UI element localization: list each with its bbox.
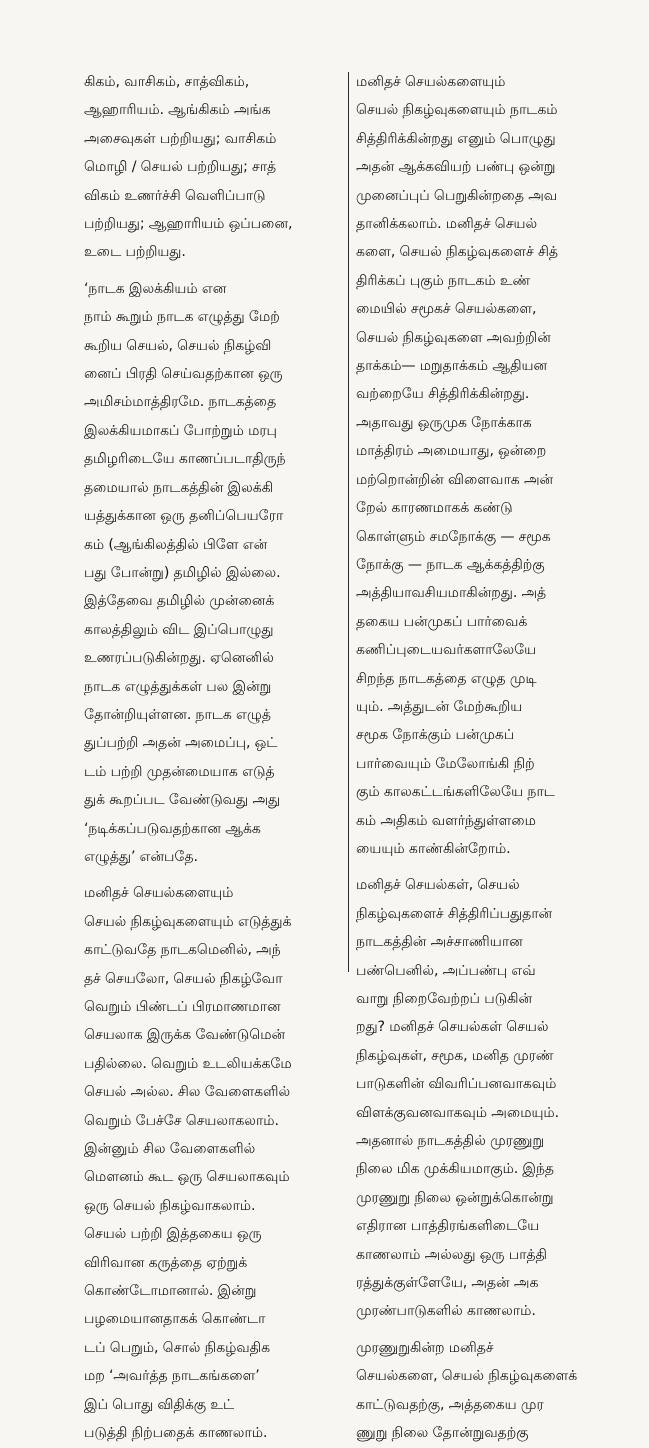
text-line: சித்திரிக்கின்றது எனும் பொழுது [356, 130, 556, 147]
text-line: பார்வையும் மேலோங்கி நிற் [356, 755, 535, 772]
text-line: நாடகத்தின் அச்சாணியான [356, 934, 523, 951]
text-line: படுத்தி நிற்பதைக் காணலாம். [84, 1425, 268, 1442]
text-line: மனிதச் செயல்கள், செயல் [356, 877, 520, 894]
text-line: விளக்குவனவாகவும் அமையும். [356, 1104, 559, 1121]
text-line: நாடக எழுத்துக்கள் பல இன்று [84, 678, 272, 695]
text-line: நிலை மிக முக்கியமாகும். இந்த [356, 1161, 554, 1178]
text-line: ‘நடிக்கப்படுவதற்கான ஆக்க [84, 820, 261, 837]
paragraph [84, 879, 342, 1447]
text-line: கூறிய செயல், செயல் நிகழ்வி [84, 337, 272, 354]
text-line: பாடுகளின் விவரிப்பனவாகவும் [356, 1076, 557, 1093]
text-line: அத்தியாவசியமாகின்றது. அத் [356, 585, 547, 602]
text-line: றது? மனிதச் செயல்கள் செயல் [356, 1019, 549, 1036]
text-line: பது போன்று) தமிழில் இல்லை. [84, 564, 281, 581]
text-line: கொண்டோமானால். இன்று [84, 1283, 257, 1300]
text-line: உணரப்படுகின்றது. ஏனெனில் [84, 650, 274, 667]
text-line: நிகழ்வுகளைச் சித்திரிப்பதுதான் [356, 905, 553, 922]
text-line: இப் பொது விதிக்கு உட் [84, 1396, 235, 1413]
text-line: தானிக்கலாம். மனிதச் செயல் [356, 216, 538, 233]
text-line: முரண்பாடுகளில் காணலாம். [356, 1303, 536, 1320]
text-line: வெறும் பேச்சே செயலாகலாம். [84, 1112, 279, 1129]
text-line: பழமையானதாகக் கொண்டா [84, 1311, 266, 1328]
text-line: முரணுறுகின்ற மனிதச் [356, 1339, 494, 1356]
text-line: சிறந்த நாடகத்தை எழுத முடி [356, 670, 537, 687]
text-line: செயலாக இருக்க வேண்டுமென் [84, 1027, 286, 1044]
text-line: செயல் நிகழ்வுகளையும் நாடகம் [356, 102, 558, 119]
text-line: திரிக்கப் புகும் நாடகம் உண் [356, 272, 531, 289]
text-line: ரத்துக்குள்ளேயே, அதன் அக [356, 1275, 539, 1292]
text-line: அதாவது ஒருமுக நோக்காக [356, 414, 532, 431]
paragraph [356, 871, 614, 1326]
text-line: நிகழ்வுகள், சமூக, மனித முரண் [356, 1047, 554, 1064]
text-line: றேல் காரணமாகக் கண்டு [356, 500, 513, 517]
text-line: தகைய பன்முகப் பார்வைக் [356, 613, 528, 630]
text-line: காலத்திலும் விட இப்பொழுது [84, 621, 274, 638]
text-line: இலக்கியமாகப் போற்றும் மரபு [84, 422, 277, 439]
text-line: துக் கூறப்பட வேண்டுவது அது [84, 792, 281, 809]
text-line: மொழி / செயல் பற்றியது; சாத் [84, 159, 277, 176]
text-line: செயல் அல்ல. சில வேளைகளில் [84, 1084, 291, 1101]
text-line: நோக்கு — நாடக ஆக்கத்திற்கு [356, 556, 545, 573]
paragraph [84, 68, 342, 267]
text-line: கிகம், வாசிகம், சாத்விகம், [84, 74, 250, 90]
text-line: பற்றியது; ஆஹாரியம் ஒப்பனை, [84, 216, 293, 233]
paragraph-gap [356, 863, 614, 871]
text-line: மாத்திரம் அமையாது, ஒன்றை [356, 443, 547, 460]
paragraph-gap [84, 871, 342, 879]
text-line: கம் (ஆங்கிலத்தில் பிளே என் [84, 536, 268, 553]
text-line: அசைவுகள் பற்றியது; வாசிகம் [84, 130, 277, 147]
text-line: மையில் சமூகச் செயல்களை, [356, 301, 537, 318]
text-line: செயல் பற்றி இத்தகைய ஒரு [84, 1226, 262, 1243]
text-line: வற்றையே சித்திரிக்கின்றது. [356, 386, 530, 403]
paragraph [84, 275, 342, 872]
text-line: ‘நாடக இலக்கியம் என [84, 280, 227, 297]
text-line: இத்தேவை தமிழில் முன்னைக் [84, 593, 275, 610]
left-column [84, 68, 342, 1448]
text-line: செயல் நிகழ்வுகளை அவற்றின் [356, 329, 551, 346]
text-line: யத்துக்கான ஒரு தனிப்பெயரோ [84, 508, 284, 525]
text-line: தமையால் நாடகத்தின் இலக்கி [84, 479, 274, 496]
text-line: அதன் ஆக்கவியற் பண்பு ஒன்று [356, 159, 556, 176]
text-line: களை, செயல் நிகழ்வுகளைச் சித் [356, 244, 558, 261]
text-line: யும். அத்துடன் மேற்கூறிய [356, 698, 523, 715]
text-line: உடை பற்றியது. [84, 244, 186, 261]
text-line: கொள்ளும் சமநோக்கு — சமூக [356, 528, 551, 545]
text-line: இன்னும் சில வேளைகளில் [84, 1141, 256, 1158]
text-line: அமிசம்மாத்திரமே. நாடகத்தை [84, 394, 277, 411]
text-line: சமூக நோக்கும் பன்முகப் [356, 727, 515, 744]
text-line: தோன்றியுள்ளன. நாடக எழுத் [84, 706, 271, 723]
text-line: வெறும் பிண்டப் பிரமாணமான [84, 999, 281, 1015]
text-line: செயல்களை, செயல் நிகழ்வுகளைக் [356, 1368, 578, 1385]
text-line: வாறு நிறைவேற்றப் படுகின் [356, 991, 533, 1007]
text-line: பதில்லை. வெறும் உடலியக்கமே [84, 1055, 292, 1072]
text-line: எழுத்து’ என்பதே. [84, 848, 198, 865]
text-line: டம் பற்றி முதன்மையாக எடுத் [84, 763, 275, 780]
paragraph-gap [84, 267, 342, 275]
text-line: யையும் காண்கின்றோம். [356, 840, 511, 857]
text-line: மௌனம் கூட ஒரு செயலாகவும் [84, 1169, 290, 1186]
text-line: ணுறு நிலை தோன்றுவதற்கு [356, 1425, 529, 1442]
text-line: காட்டுவதே நாடகமெனில், அந் [84, 942, 281, 959]
text-line: மனிதச் செயல்களையும் [356, 74, 506, 90]
text-line: ஒரு செயல் நிகழ்வாகலாம். [84, 1197, 256, 1214]
text-line: டப் பெறும், சொல் நிகழ்வதிக [84, 1339, 270, 1356]
text-line: முனைப்புப் பெறுகின்றதை அவ [356, 187, 558, 204]
right-column [356, 68, 614, 1448]
text-line: செயல் நிகழ்வுகளையும் எடுத்துக் [84, 913, 292, 930]
text-line: மனிதச் செயல்களையும் [84, 885, 234, 902]
text-line: காட்டுவதற்கு, அத்தகைய முர [356, 1396, 544, 1413]
text-line: விரிவான கருத்தை ஏற்றுக் [84, 1254, 248, 1271]
text-line: தாக்கம்— மறுதாக்கம் ஆதியன [356, 358, 548, 375]
text-line: அதனால் நாடகத்தில் முரணுறு [356, 1133, 545, 1150]
text-line: மற ‘அவர்த்த நாடகங்களை’ [84, 1368, 260, 1385]
paragraph [356, 1334, 614, 1448]
text-line: கம் அதிகம் வளர்ந்துள்ளமை [356, 812, 536, 829]
text-line: விகம் உணர்ச்சி வெளிப்பாடு [84, 187, 266, 204]
text-line: தச் செயலோ, செயல் நிகழ்வோ [84, 970, 283, 987]
paragraph-gap [356, 1326, 614, 1334]
text-line: காணலாம் அல்லது ஒரு பாத்தி [356, 1246, 547, 1263]
text-line: கணிப்புடையவர்களாலேயே [356, 642, 537, 659]
text-line: கும் காலகட்டங்களிலேயே நாட [356, 784, 555, 801]
text-line: நாம் கூறும் நாடக எழுத்து மேற் [84, 309, 280, 326]
text-line: தமிழரிடையே காணப்படாதிருந் [84, 451, 286, 468]
column-divider [348, 72, 349, 972]
text-line: முரணுறு நிலை ஒன்றுக்கொன்று [356, 1189, 554, 1206]
paragraph [356, 68, 614, 863]
text-line: மற்றொன்றின் விளைவாக அன் [356, 471, 554, 488]
text-line: னைப் பிரதி செய்வதற்கான ஒரு [84, 366, 283, 383]
text-line: துப்பற்றி அதன் அமைப்பு, ஒட் [84, 735, 278, 752]
text-line: பண்பெனில், அப்பண்பு எவ் [356, 962, 536, 979]
text-line: ஆஹாரியம். ஆங்கிகம் அங்க [84, 102, 271, 119]
text-line: எதிரான பாத்திரங்களிடையே [356, 1218, 540, 1235]
